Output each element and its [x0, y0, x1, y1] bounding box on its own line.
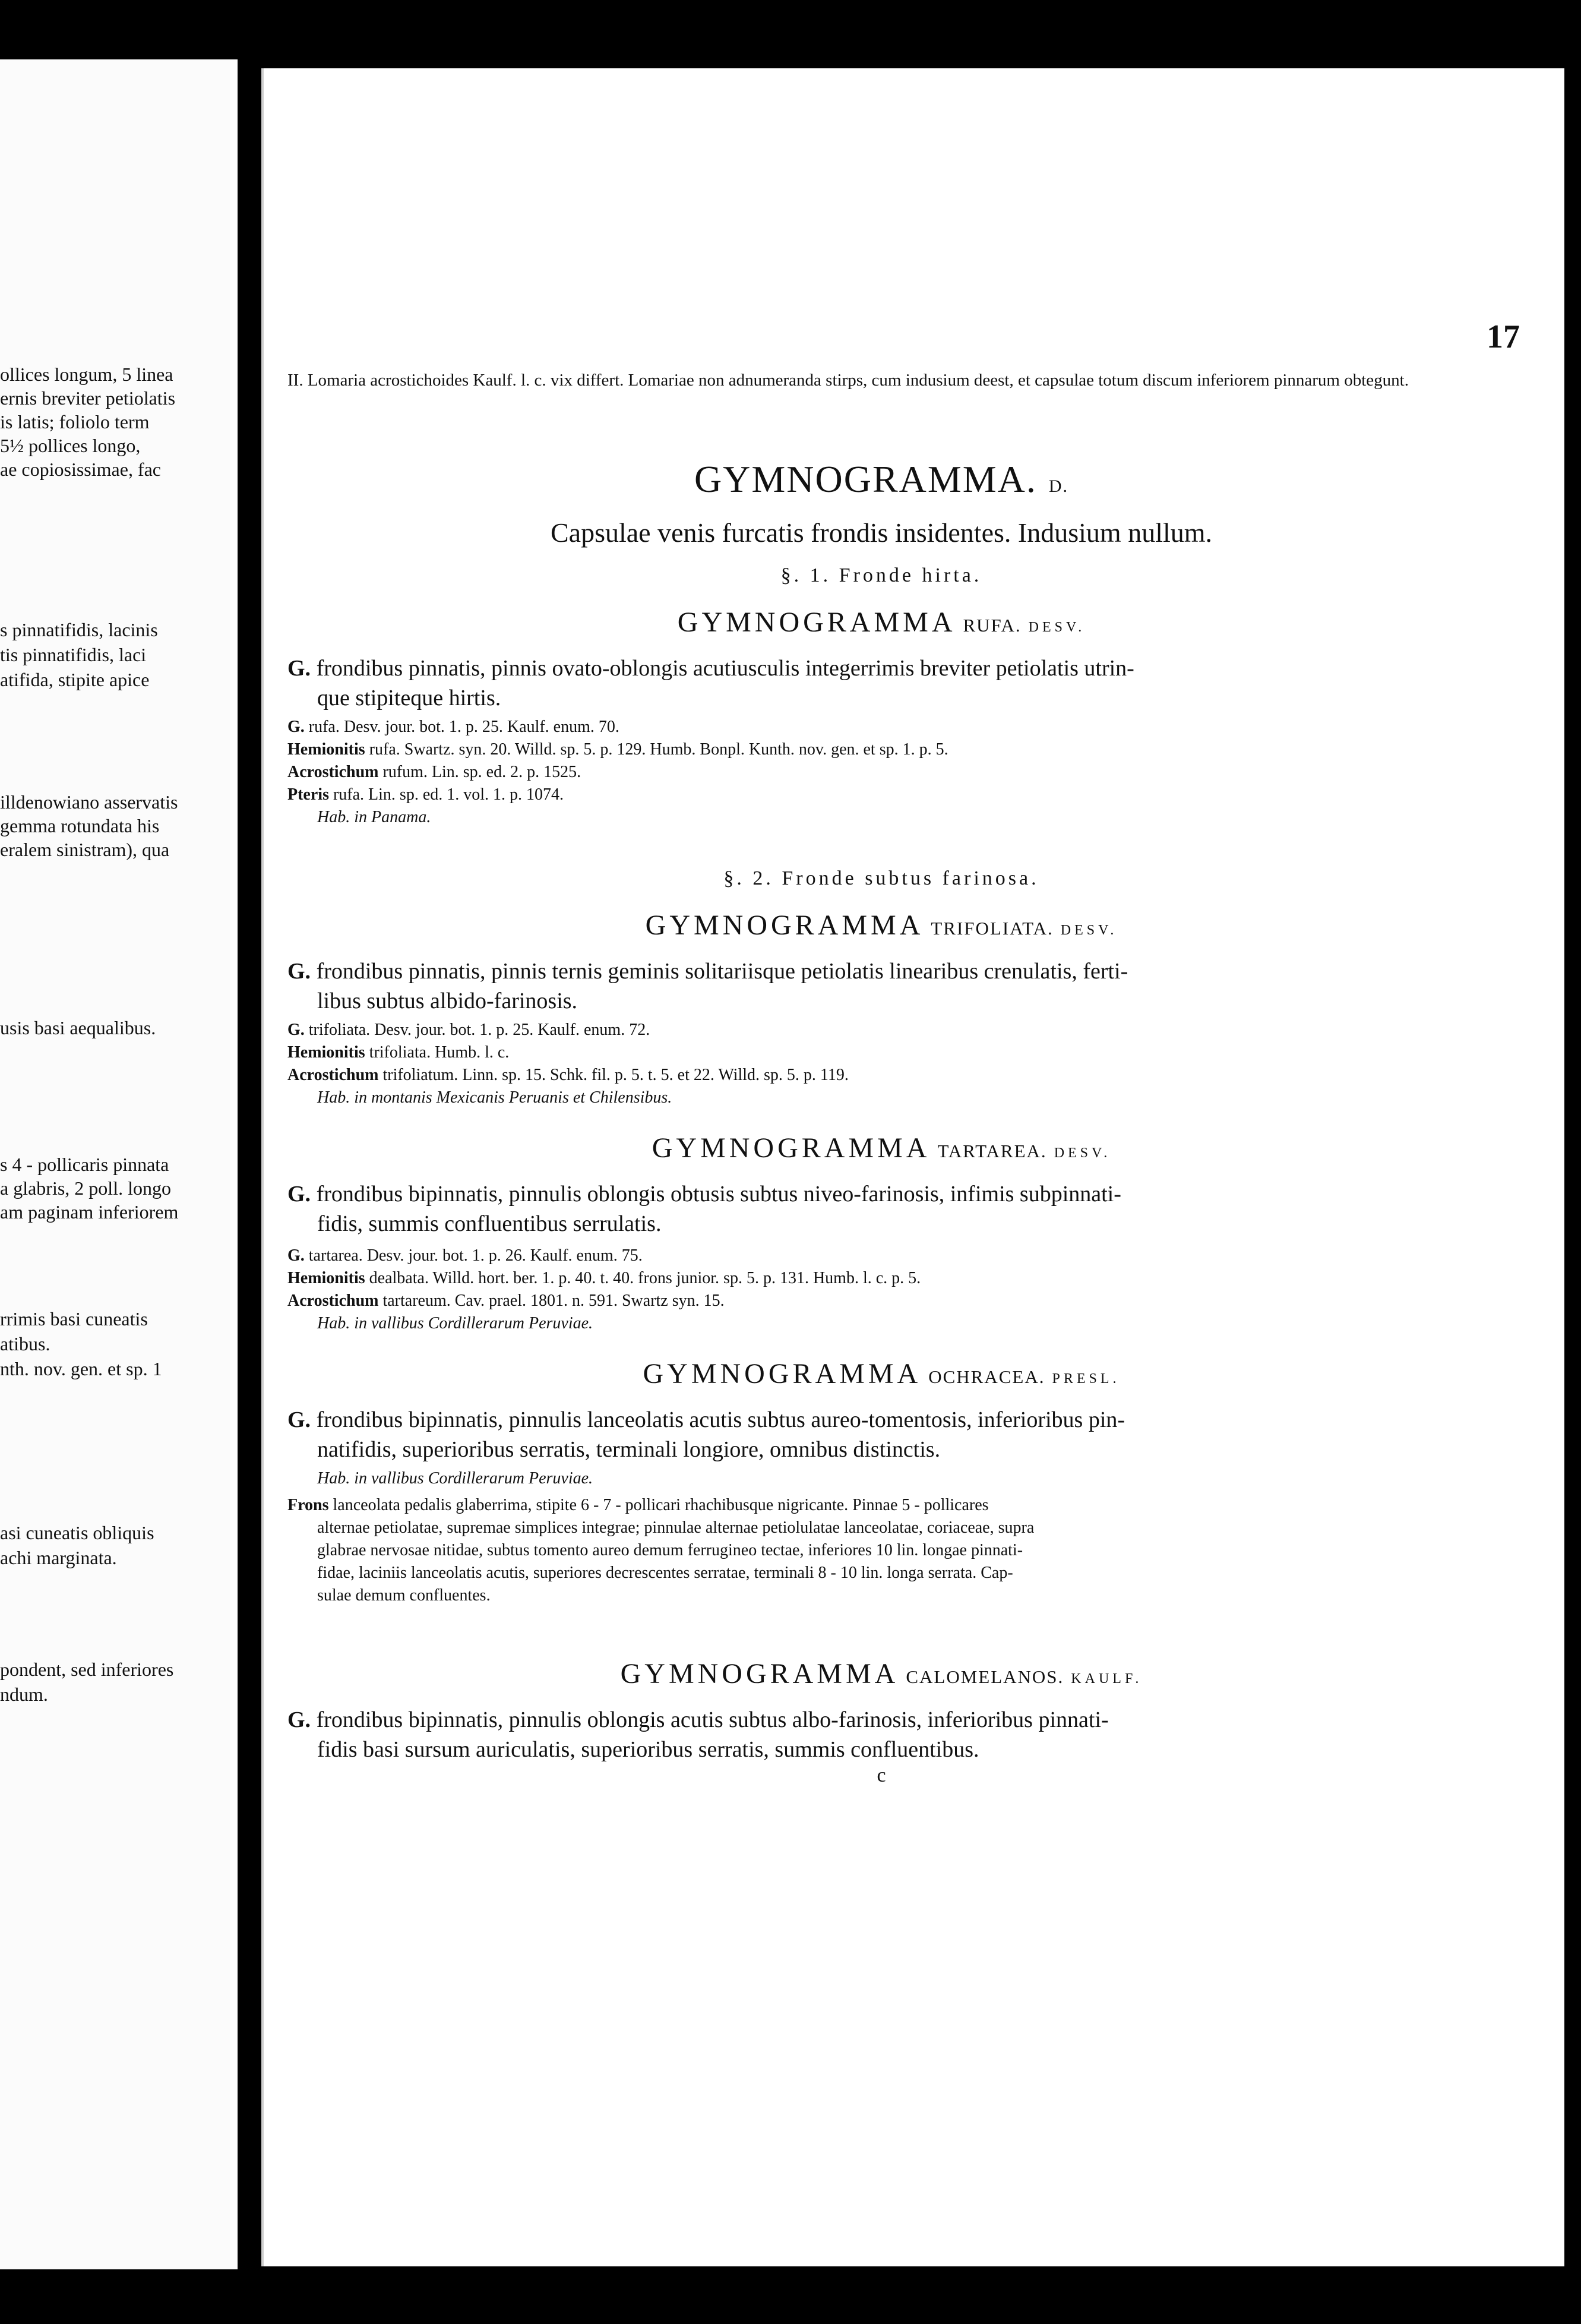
species-diagnosis — [287, 653, 1481, 713]
facing-line: 5½ pollices longo, — [0, 435, 141, 456]
diagnosis-genus-abbrev: G. — [287, 656, 311, 681]
facing-line: atifida, stipite apice — [0, 669, 150, 690]
genus-character: Capsulae venis furcatis frondis insidentes. Indusium nullum. — [550, 517, 1213, 548]
facing-line: ndum. — [0, 1684, 48, 1705]
synonym: Acrostichum tartareum. Cav. prael. 1801. n. 591. Swartz syn. 15. — [287, 1292, 725, 1310]
facing-line: usis basi aequalibus. — [0, 1017, 156, 1038]
genus-author: D. — [1048, 476, 1069, 496]
species-author: DESV. — [1054, 1145, 1111, 1161]
habitat: Hab. in montanis Mexicanis Peruanis et Chilensibus. — [317, 1088, 672, 1107]
species-heading — [287, 1357, 1475, 1390]
facing-line: ollices longum, 5 linea — [0, 364, 173, 385]
species-genus: GYMNOGRAMMA — [643, 1358, 922, 1390]
facing-line: achi marginata. — [0, 1547, 117, 1568]
facing-line: am paginam inferiorem — [0, 1201, 179, 1223]
species-heading — [287, 606, 1475, 639]
facing-line: s pinnatifidis, lacinis — [0, 619, 158, 640]
facing-line: nth. nov. gen. et sp. 1 — [0, 1358, 162, 1379]
species-diagnosis: G. frondibus bipinnatis, pinnulis lanceolatis acutis subtus aureo-tomentosis, inferioribus pin- natifidis, superioribus serratis, terminali longiore, omnibus distinctis. — [287, 1407, 1125, 1462]
facing-line: asi cuneatis obliquis — [0, 1522, 154, 1543]
facing-line: atibus. — [0, 1333, 50, 1354]
habitat: Hab. in vallibus Cordillerarum Peruviae. — [317, 1469, 593, 1488]
species-epithet: CALOMELANOS. — [906, 1666, 1064, 1687]
species-description: Frons lanceolata pedalis glaberrima, stipite 6 - 7 - pollicari rhachibusque nigricante. Pinnae 5 - pollicares alternae petiolatae, supremae simplices integrae; pinnulae alternae petiolulatae lanceolatae, coriaceae, supra glabrae nervosae nitidae, subtus tomento aureo demum ferrugineo tectae, inferiores 10 lin. longae pinnati- fidae, laciniis lanceolatis acutis, superiores decrescentes serratae, terminali 8 - 10 lin. longa serrata. Cap- sulae demum confluentes. — [287, 1496, 1035, 1605]
species-epithet: RUFA. — [963, 615, 1022, 636]
synonym: Hemionitis dealbata. Willd. hort. ber. 1. p. 40. t. 40. frons junior. sp. 5. p. 131. Humb. l. c. p. 5. — [287, 1269, 921, 1287]
signature-mark: c — [877, 1764, 886, 1786]
facing-line: s 4 - pollicaris pinnata — [0, 1154, 169, 1175]
synonym: Pteris rufa. Lin. sp. ed. 1. vol. 1. p. 1074. — [287, 785, 564, 804]
facing-line: eralem sinistram), qua — [0, 839, 170, 860]
diagnosis-text: frondibus pinnatis, pinnis ovato-oblongis acutiusculis integerrimis breviter petiolatis utrin- — [316, 656, 1134, 681]
species-diagnosis: G. frondibus pinnatis, pinnis ternis geminis solitariisque petiolatis linearibus crenulatis, ferti- libus subtus albido-farinosis. — [287, 959, 1128, 1013]
synonym: Hemionitis rufa. Swartz. syn. 20. Willd. sp. 5. p. 129. Humb. Bonpl. Kunth. nov. gen. et sp. 1. p. 5. — [287, 740, 948, 759]
synonym: G. trifoliata. Desv. jour. bot. 1. p. 25. Kaulf. enum. 72. — [287, 1021, 650, 1039]
facing-line: illdenowiano asservatis — [0, 791, 178, 813]
facing-line: tis pinnatifidis, laci — [0, 644, 147, 665]
section-heading: §. 1. Fronde hirta. — [780, 564, 982, 586]
facing-line: a glabris, 2 poll. longo — [0, 1177, 171, 1199]
facing-line: gemma rotundata his — [0, 815, 160, 836]
synonym: Acrostichum trifoliatum. Linn. sp. 15. Schk. fil. p. 5. t. 5. et 22. Willd. sp. 5. p. 119. — [287, 1066, 849, 1084]
facing-line: ae copiosissimae, fac — [0, 459, 161, 480]
page-number: 17 — [1487, 318, 1520, 355]
species-epithet: TARTAREA. — [937, 1141, 1047, 1161]
species-genus: GYMNOGRAMMA — [620, 1658, 899, 1690]
genus-heading — [287, 457, 1475, 501]
species-heading — [287, 909, 1475, 942]
facing-line: pondent, sed inferiores — [0, 1659, 174, 1680]
preceding-note: II. Lomaria acrostichoides Kaulf. l. c. vix differt. Lomariae non adnumeranda stirps, cum indusium deest, et capsulae totum discum inferiorem pinnarum obtegunt. — [287, 371, 1409, 390]
facing-page — [0, 59, 238, 2269]
diagnosis-text: que stipiteque hirtis. — [317, 686, 501, 711]
species-heading — [287, 1132, 1475, 1164]
page — [261, 68, 1564, 2266]
section-heading: §. 2. Fronde subtus farinosa. — [723, 867, 1039, 889]
species-epithet: OCHRACEA. — [928, 1366, 1045, 1387]
description-head: Frons — [287, 1496, 329, 1514]
synonym: G. rufa. Desv. jour. bot. 1. p. 25. Kaulf. enum. 70. — [287, 718, 619, 736]
facing-line: is latis; foliolo term — [0, 411, 150, 432]
species-author: DESV. — [1060, 923, 1118, 938]
species-epithet: TRIFOLIATA. — [931, 918, 1054, 939]
synonym: G. tartarea. Desv. jour. bot. 1. p. 26. Kaulf. enum. 75. — [287, 1246, 643, 1265]
genus-name: GYMNOGRAMMA. — [694, 458, 1037, 500]
habitat: Hab. in vallibus Cordillerarum Peruviae. — [317, 1314, 593, 1332]
synonym: Hemionitis trifoliata. Humb. l. c. — [287, 1043, 510, 1062]
synonym: Acrostichum rufum. Lin. sp. ed. 2. p. 1525. — [287, 763, 581, 781]
species-diagnosis: G. frondibus bipinnatis, pinnulis oblongis acutis subtus albo-farinosis, inferioribus pinnati- fidis basi sursum auriculatis, superioribus serratis, summis confluentibus. — [287, 1707, 1109, 1762]
species-genus: GYMNOGRAMMA — [652, 1132, 931, 1164]
species-author: DESV. — [1028, 620, 1086, 635]
habitat: Hab. in Panama. — [317, 808, 431, 826]
species-author: KAULF. — [1071, 1671, 1143, 1687]
facing-line: ernis breviter petiolatis — [0, 387, 176, 409]
species-genus: GYMNOGRAMMA — [677, 607, 956, 638]
species-diagnosis: G. frondibus bipinnatis, pinnulis oblongis obtusis subtus niveo-farinosis, infimis subpinnati- fidis, summis confluentibus serrulatis. — [287, 1182, 1121, 1236]
facing-line: rrimis basi cuneatis — [0, 1308, 148, 1330]
species-author: PRESL. — [1052, 1371, 1120, 1387]
species-genus: GYMNOGRAMMA — [645, 910, 924, 941]
species-heading — [287, 1657, 1475, 1690]
